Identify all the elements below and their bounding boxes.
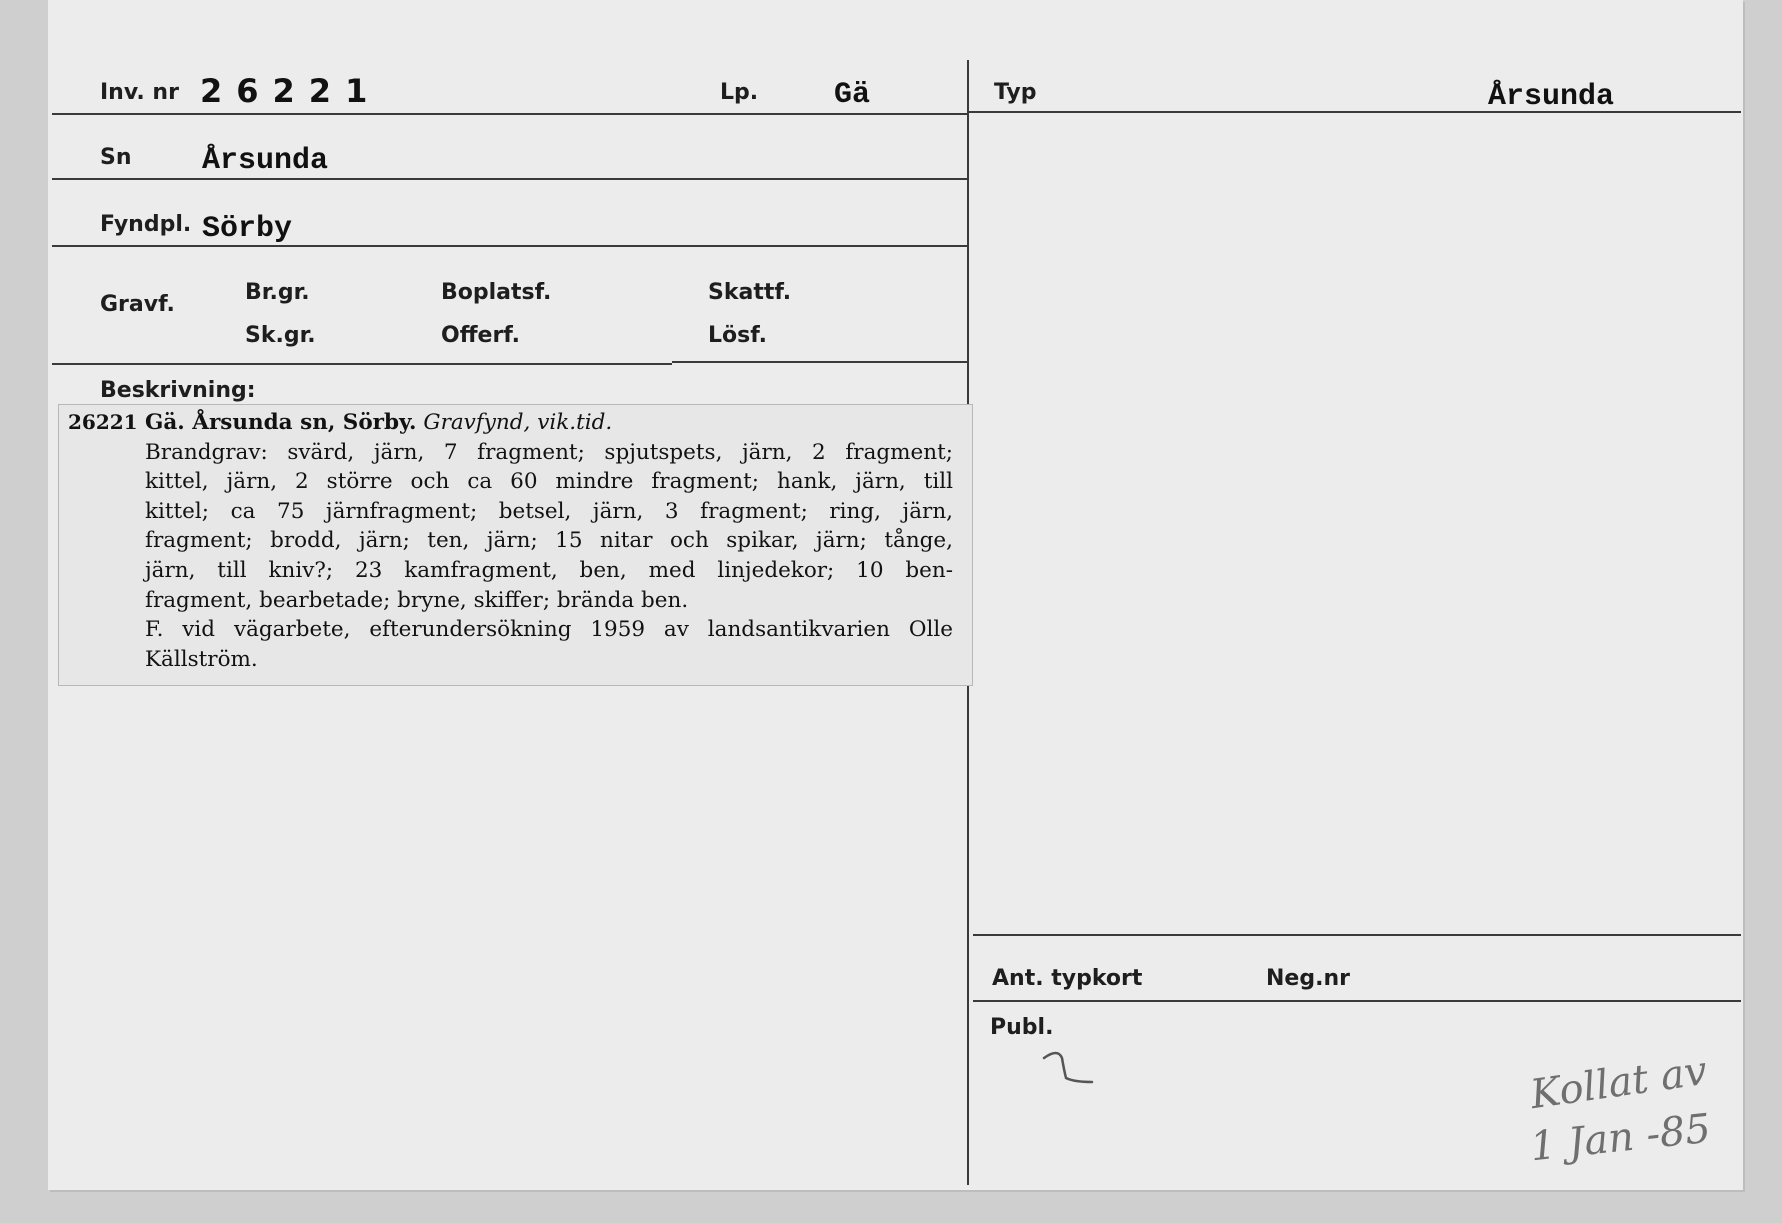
brgr-label: Br.gr. [245, 280, 310, 305]
rule-gravf-left [52, 363, 672, 365]
rule-typ [969, 111, 1741, 113]
losf-label: Lösf. [708, 323, 767, 348]
fyndpl-value: Sörby [202, 212, 293, 246]
handwritten-note-line1: Kollat av [1527, 1047, 1710, 1119]
lp-label: Lp. [720, 80, 759, 105]
slip-line: fragment, bearbetade; bryne, skiffer; brända ben. [145, 587, 689, 613]
lp-value: Gä [834, 78, 871, 112]
slip-description [145, 408, 953, 674]
pencil-mark-icon [1040, 1048, 1100, 1088]
gravf-label: Gravf. [100, 292, 175, 317]
rule-sn [52, 178, 967, 180]
slip-number: 26221 [68, 410, 138, 434]
slip-line: F. vid vägarbete, efterundersökning 1959 av landsantikvarien Olle [145, 617, 953, 643]
inv-nr-value: 26221 [200, 72, 382, 110]
typ-label: Typ [994, 80, 1037, 105]
offerf-label: Offerf. [441, 323, 521, 348]
beskrivning-label: Beskrivning: [100, 378, 256, 403]
sn-value: Årsunda [202, 144, 329, 178]
skattf-label: Skattf. [708, 280, 792, 305]
inv-nr-label: Inv. nr [100, 80, 179, 105]
slip-line: kittel; ca 75 järnfragment; betsel, järn, 3 fragment; ring, järn, [145, 498, 953, 524]
rule-publ [973, 1000, 1741, 1002]
slip-line: järn, till kniv?; 23 kamfragment, ben, med linjedekor; 10 ben- [145, 557, 953, 583]
rule-inv [52, 113, 967, 115]
fyndpl-label: Fyndpl. [100, 212, 192, 237]
rule-fyndpl [52, 245, 967, 247]
slip-heading-italic: Gravfynd, vik.tid. [423, 410, 613, 435]
slip-heading-bold: Gä. Årsunda sn, Sörby. [145, 410, 417, 435]
slip-line: Källström. [145, 646, 258, 672]
slip-line: fragment; brodd, järn; ten, järn; 15 nitar och spikar, järn; tånge, [145, 528, 953, 554]
ant-typkort-label: Ant. typkort [992, 966, 1143, 991]
handwritten-note-line2: 1 Jan -85 [1528, 1105, 1713, 1171]
typ-value: Årsunda [1488, 80, 1615, 114]
skgr-label: Sk.gr. [245, 323, 316, 348]
sn-label: Sn [100, 145, 132, 170]
rule-ant-typkort [973, 934, 1741, 936]
boplatsf-label: Boplatsf. [441, 280, 552, 305]
publ-label: Publ. [990, 1015, 1054, 1040]
rule-gravf-right [672, 361, 967, 363]
slip-line: kittel, järn, 2 större och ca 60 mindre fragment; hank, järn, till [145, 469, 953, 495]
slip-line: Brandgrav: svärd, järn, 7 fragment; spjutspets, järn, 2 fragment; [145, 439, 953, 465]
slip-heading [145, 408, 953, 438]
negnr-label: Neg.nr [1266, 966, 1350, 991]
